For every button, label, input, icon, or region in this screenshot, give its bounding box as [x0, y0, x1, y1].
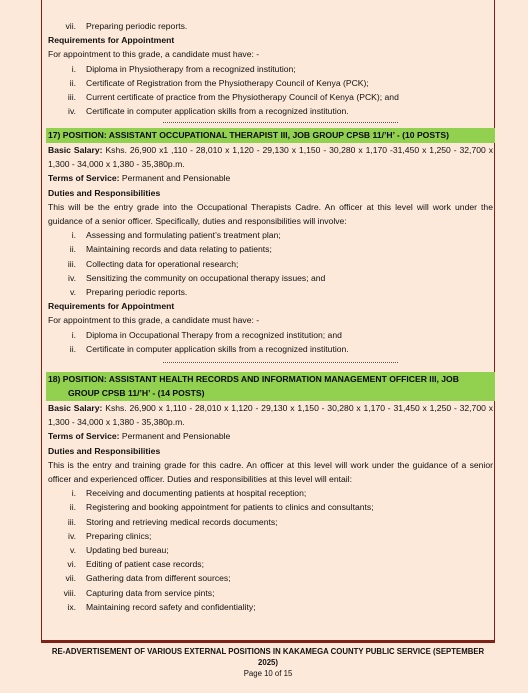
section-divider [163, 362, 398, 363]
page-content [48, 19, 493, 614]
list-item: ii. Registering and booking appointment for patients to clinics and consultants; [69, 502, 374, 513]
section-divider [163, 122, 398, 123]
duties-intro: This is the entry and training grade for this cadre. An officer at this level will work under the guidance of a senior officer and experienced officer. Duties and responsibilities at this level will entail: [48, 459, 493, 484]
requirements-list [48, 62, 493, 119]
footer-rule [41, 640, 495, 643]
list-item: iv. Preparing clinics; [68, 530, 152, 541]
list-item: v. Preparing periodic reports. [69, 286, 188, 297]
terms-line: Terms of Service: Permanent and Pensionable [48, 431, 231, 442]
list-item: vii. Gathering data from different sources; [65, 573, 231, 584]
duties-list [48, 486, 493, 614]
list-item: ii. Certificate of Registration from the Physiotherapy Council of Kenya (PCK); [69, 77, 369, 88]
position-17-title: 17) POSITION: ASSISTANT OCCUPATIONAL THERAPIST III, JOB GROUP CPSB 11/’H’ - (10 POSTS) [46, 128, 495, 143]
duties-heading: Duties and Responsibilities [48, 445, 161, 456]
position-18-title: 18) POSITION: ASSISTANT HEALTH RECORDS AND INFORMATION MANAGEMENT OFFICER III, JOB GROUP CPSB 11/’H’ - (14 POSTS) [46, 372, 495, 401]
list-item: v. Updating bed bureau; [69, 545, 169, 555]
list-item: iii. Storing and retrieving medical records documents; [67, 516, 278, 527]
list-item: vi. Editing of patient case records; [67, 559, 204, 570]
list-item: iii. Collecting data for operational research; [67, 258, 239, 269]
salary-line: Basic Salary: Kshs. 26,900 x 1,110 - 28,010 x 1,120 - 29,130 x 1,150 - 30,280 x 1,170 - 31,450 x 1,250 - 32,700 x 1,300 - 34,000 x 1,380 - 35,380p.m. [48, 402, 493, 428]
list-item: ii. Maintaining records and data relating to patients; [69, 244, 272, 255]
list-item: i. Assessing and formulating patient’s treatment plan; [71, 230, 281, 241]
list-item: viii. Capturing data from service pints; [63, 587, 215, 598]
list-item: i. Diploma in Physiotherapy from a recognized institution; [71, 63, 296, 74]
requirements-heading: Requirements for Appointment [48, 301, 175, 312]
list-item: iv. Certificate in computer application skills from a recognized institution. [68, 106, 349, 117]
list-item: vii. Preparing periodic reports. [65, 21, 188, 31]
page-footer [41, 646, 495, 679]
list-item: ix. Maintaining record safety and confidentiality; [67, 601, 256, 612]
requirements-intro: For appointment to this grade, a candidate must have: - [48, 315, 260, 326]
duties-intro: This will be the entry grade into the Occupational Therapists Cadre. An officer at this level will work under the guidance of a senior officer. Specifically, duties and responsibilities will involve: [48, 201, 493, 226]
footer-title: RE-ADVERTISEMENT OF VARIOUS EXTERNAL POSITIONS IN KAKAMEGA COUNTY PUBLIC SERVICE (SEPTEMBER 2025) [51, 647, 485, 667]
requirements-list [48, 328, 493, 356]
terms-line: Terms of Service: Permanent and Pensionable [48, 173, 231, 184]
list-item: iv. Sensitizing the community on occupational therapy issues; and [68, 272, 326, 283]
duties-heading: Duties and Responsibilities [48, 187, 161, 198]
page-number: Page 10 of 15 [243, 669, 293, 678]
salary-line: Basic Salary: Kshs. 26,900 x1 ,110 - 28,010 x 1,120 - 29,130 x 1,150 - 30,280 x 1,170 -31,450 x 1,250 - 32,700 x 1,300 - 34,000 x 1,380 - 35,380p.m. [48, 144, 494, 170]
prev-duties-list [48, 19, 493, 33]
requirements-intro: For appointment to this grade, a candidate must have: - [48, 49, 260, 60]
list-item: i. Receiving and documenting patients at hospital reception; [71, 488, 307, 499]
requirements-heading: Requirements for Appointment [48, 35, 175, 46]
list-item: i. Diploma in Occupational Therapy from a recognized institution; and [71, 329, 342, 340]
list-item: iii. Current certificate of practice from the Physiotherapy Council of Kenya (PCK); and [67, 92, 399, 103]
list-item: ii. Certificate in computer application skills from a recognized institution. [69, 343, 349, 354]
duties-list [48, 228, 493, 299]
